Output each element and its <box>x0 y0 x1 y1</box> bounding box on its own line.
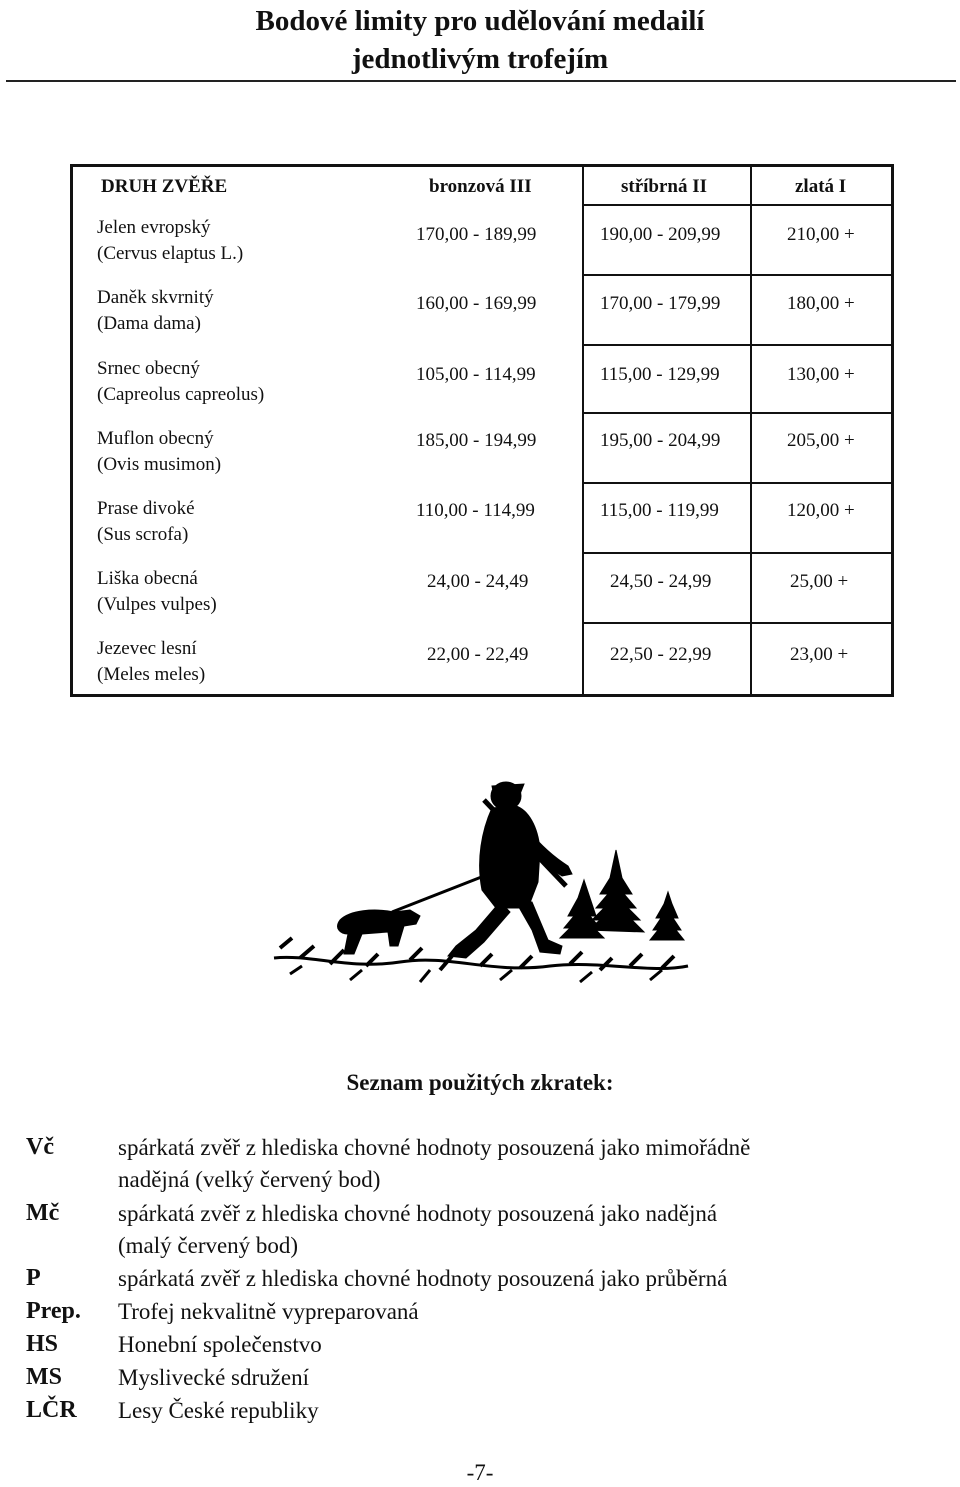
species-latin: (Dama dama) <box>97 313 201 334</box>
desc-p: spárkatá zvěř z hlediska chovné hodnoty posouzená jako průběrná <box>118 1266 728 1291</box>
table-row <box>97 496 195 548</box>
gold-value: 205,00 + <box>787 430 855 451</box>
desc-vc <box>118 1132 750 1196</box>
bronze-value: 22,00 - 22,49 <box>427 644 529 665</box>
species-name: Srnec obecný <box>97 358 200 379</box>
desc-ms: Myslivecké sdružení <box>118 1365 309 1390</box>
page-title <box>0 2 960 78</box>
hunter-with-dog-silhouette-icon <box>270 770 690 990</box>
silver-value: 22,50 - 22,99 <box>610 644 712 665</box>
species-latin: (Vulpes vulpes) <box>97 594 217 615</box>
species-name: Jezevec lesní <box>97 638 197 659</box>
abbr-vc: Vč <box>26 1134 54 1160</box>
header-silver: stříbrná II <box>621 176 708 197</box>
species-name: Liška obecná <box>97 568 198 589</box>
bronze-value: 105,00 - 114,99 <box>416 364 536 385</box>
table-row <box>97 636 205 688</box>
species-latin: (Meles meles) <box>97 664 206 685</box>
gold-value: 25,00 + <box>790 571 849 592</box>
legend-title: Seznam použitých zkratek: <box>346 1070 614 1095</box>
bronze-value: 24,00 - 24,49 <box>427 571 529 592</box>
bronze-value: 160,00 - 169,99 <box>416 293 537 314</box>
bronze-value: 110,00 - 114,99 <box>416 500 535 521</box>
title-divider <box>6 80 956 82</box>
table-row <box>97 285 214 337</box>
species-name: Daněk skvrnitý <box>97 287 214 308</box>
desc-lcr: Lesy České republiky <box>118 1398 319 1423</box>
silver-value: 195,00 - 204,99 <box>600 430 721 451</box>
row-divider <box>582 622 891 624</box>
title-line-2: jednotlivým trofejím <box>351 43 609 75</box>
desc-hs: Honební společenstvo <box>118 1332 322 1357</box>
species-name: Jelen evropský <box>97 217 211 238</box>
species-name: Muflon obecný <box>97 428 214 449</box>
desc-line: spárkatá zvěř z hlediska chovné hodnoty posouzená jako mimořádně <box>118 1135 751 1160</box>
table-row <box>97 356 264 408</box>
species-latin: (Cervus elaptus L.) <box>97 243 244 264</box>
desc-line: spárkatá zvěř z hlediska chovné hodnoty posouzená jako nadějná <box>118 1201 718 1226</box>
row-divider <box>582 412 891 414</box>
abbr-hs: HS <box>26 1331 59 1357</box>
bronze-value: 170,00 - 189,99 <box>416 224 537 245</box>
header-bronze: bronzová III <box>429 176 532 197</box>
table-row <box>97 566 217 618</box>
bronze-value: 185,00 - 194,99 <box>416 430 537 451</box>
abbr-mc: Mč <box>26 1200 60 1226</box>
table-row <box>97 426 221 478</box>
row-divider <box>582 344 891 346</box>
abbr-ms: MS <box>26 1364 62 1390</box>
header-species: DRUH ZVĚŘE <box>101 176 228 197</box>
silver-value: 190,00 - 209,99 <box>600 224 721 245</box>
silver-value: 170,00 - 179,99 <box>600 293 721 314</box>
gold-value: 23,00 + <box>790 644 849 665</box>
desc-mc <box>118 1198 717 1262</box>
column-divider <box>750 167 752 694</box>
gold-value: 120,00 + <box>787 500 855 521</box>
silver-value: 115,00 - 129,99 <box>600 364 720 385</box>
gold-value: 180,00 + <box>787 293 855 314</box>
abbr-p: P <box>26 1265 41 1291</box>
row-divider <box>582 482 891 484</box>
medal-limits-table <box>70 164 894 697</box>
table-row <box>97 215 243 267</box>
desc-line: nadějná (velký červený bod) <box>118 1167 381 1192</box>
row-divider <box>582 552 891 554</box>
abbr-lcr: LČR <box>26 1397 77 1423</box>
species-latin: (Sus scrofa) <box>97 524 189 545</box>
row-divider <box>582 274 891 276</box>
species-name: Prase divoké <box>97 498 195 519</box>
gold-value: 210,00 + <box>787 224 855 245</box>
column-divider <box>582 167 584 694</box>
page-number: -7- <box>466 1460 494 1485</box>
species-latin: (Ovis musimon) <box>97 454 222 475</box>
silver-value: 24,50 - 24,99 <box>610 571 712 592</box>
row-divider <box>582 204 891 206</box>
silver-value: 115,00 - 119,99 <box>600 500 719 521</box>
species-latin: (Capreolus capreolus) <box>97 384 265 405</box>
desc-prep: Trofej nekvalitně vypreparovaná <box>118 1299 419 1324</box>
abbr-prep: Prep. <box>26 1298 81 1324</box>
gold-value: 130,00 + <box>787 364 855 385</box>
title-line-1: Bodové limity pro udělování medailí <box>255 5 705 37</box>
desc-line: (malý červený bod) <box>118 1233 299 1258</box>
header-gold: zlatá I <box>795 176 847 197</box>
